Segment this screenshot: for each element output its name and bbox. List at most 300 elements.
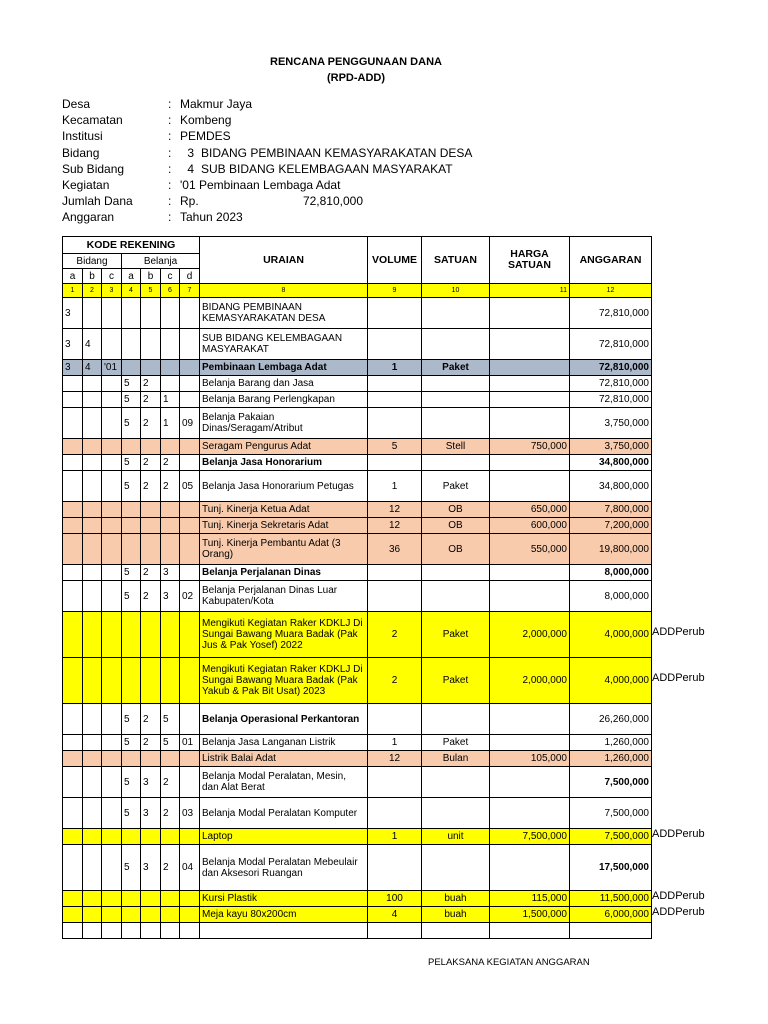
kode-cell	[63, 471, 83, 502]
kode-cell	[102, 298, 122, 329]
table-row	[63, 751, 652, 767]
table-row	[63, 471, 652, 502]
uraian-cell: Pembinaan Lembaga Adat	[200, 360, 368, 376]
uraian-cell: Listrik Balai Adat	[200, 751, 368, 767]
info-value: BIDANG PEMBINAAN KEMASYARAKATAN DESA	[201, 145, 473, 160]
revision-note: ADDPerub	[652, 672, 705, 684]
anggaran-cell: 1,260,000	[570, 751, 652, 767]
kode-subheader: a	[122, 269, 141, 284]
volume-cell: 1	[368, 360, 422, 376]
kode-cell: 2	[141, 392, 161, 408]
kode-subheader: b	[83, 269, 102, 284]
column-number: 8	[200, 284, 368, 298]
table-row	[63, 767, 652, 798]
kode-cell: 5	[122, 455, 141, 471]
volume-header: VOLUME	[368, 237, 422, 284]
info-colon: :	[168, 129, 172, 144]
kode-subheader: c	[102, 269, 122, 284]
uraian-cell: Laptop	[200, 829, 368, 845]
kode-cell	[122, 329, 141, 360]
kode-cell	[63, 751, 83, 767]
kode-cell: 5	[122, 471, 141, 502]
kode-cell: 3	[161, 581, 180, 612]
info-colon: :	[168, 194, 172, 209]
harga-cell	[490, 581, 570, 612]
kode-cell	[63, 439, 83, 455]
revision-note: ADDPerub	[652, 890, 705, 902]
anggaran-cell: 72,810,000	[570, 329, 652, 360]
kode-cell	[102, 767, 122, 798]
kode-subheader: d	[180, 269, 200, 284]
kode-cell: 5	[161, 704, 180, 735]
kode-cell: 2	[141, 455, 161, 471]
kode-cell	[161, 329, 180, 360]
kode-cell: 05	[180, 471, 200, 502]
document-title: RENCANA PENGGUNAAN DANA	[270, 56, 442, 68]
harga-cell	[490, 923, 570, 939]
column-number: 12	[570, 284, 652, 298]
anggaran-cell: 11,500,000	[570, 891, 652, 907]
harga-cell: 650,000	[490, 502, 570, 518]
kode-cell: 2	[141, 704, 161, 735]
harga-cell	[490, 360, 570, 376]
kode-cell: 2	[141, 471, 161, 502]
kode-cell	[63, 735, 83, 751]
uraian-header: URAIAN	[200, 237, 368, 284]
column-number: 7	[180, 284, 200, 298]
kode-cell	[102, 735, 122, 751]
volume-cell: 36	[368, 534, 422, 565]
volume-cell	[368, 298, 422, 329]
kode-cell: 5	[122, 798, 141, 829]
satuan-cell: unit	[422, 829, 490, 845]
kode-cell	[122, 518, 141, 534]
kode-cell	[122, 439, 141, 455]
harga-cell	[490, 767, 570, 798]
kode-cell	[161, 298, 180, 329]
uraian-cell: Belanja Operasional Perkantoran	[200, 704, 368, 735]
kode-cell: 4	[83, 329, 102, 360]
kode-cell	[63, 829, 83, 845]
info-value: Tahun 2023	[180, 210, 243, 225]
kode-cell: 2	[141, 581, 161, 612]
info-value: SUB BIDANG KELEMBAGAAN MASYARAKAT	[201, 161, 453, 176]
kode-cell	[102, 439, 122, 455]
kode-cell	[102, 704, 122, 735]
kode-subheader: c	[161, 269, 180, 284]
kode-cell	[180, 329, 200, 360]
kode-cell	[63, 907, 83, 923]
uraian-cell: Belanja Modal Peralatan Komputer	[200, 798, 368, 829]
kode-cell: 3	[63, 298, 83, 329]
kode-cell	[83, 471, 102, 502]
table-row	[63, 565, 652, 581]
uraian-cell: Belanja Perjalanan Dinas	[200, 565, 368, 581]
info-label: Desa	[62, 97, 91, 111]
kode-cell	[161, 751, 180, 767]
volume-cell: 1	[368, 471, 422, 502]
belanja-header: Belanja	[122, 254, 200, 269]
kode-cell	[141, 534, 161, 565]
kode-cell	[83, 439, 102, 455]
kode-cell: 2	[161, 767, 180, 798]
kode-cell	[102, 923, 122, 939]
kode-cell	[83, 829, 102, 845]
kode-cell	[102, 829, 122, 845]
table-row	[63, 923, 652, 939]
kode-cell	[161, 658, 180, 704]
harga-cell	[490, 455, 570, 471]
kode-cell	[141, 518, 161, 534]
anggaran-cell: 17,500,000	[570, 845, 652, 891]
uraian-cell: Belanja Modal Peralatan Mebeulair dan Aksesori Ruangan	[200, 845, 368, 891]
anggaran-cell: 8,000,000	[570, 565, 652, 581]
kode-cell	[180, 534, 200, 565]
table-row	[63, 534, 652, 565]
kode-cell	[122, 534, 141, 565]
kode-cell	[102, 471, 122, 502]
harga-cell: 2,000,000	[490, 612, 570, 658]
kode-cell: 3	[161, 565, 180, 581]
kode-cell	[63, 891, 83, 907]
info-colon: :	[168, 97, 172, 111]
kode-cell: 2	[141, 376, 161, 392]
table-row	[63, 408, 652, 439]
anggaran-cell: 3,750,000	[570, 408, 652, 439]
uraian-cell: Belanja Perjalanan Dinas Luar Kabupaten/Kota	[200, 581, 368, 612]
kode-cell	[83, 923, 102, 939]
kode-cell	[161, 376, 180, 392]
anggaran-cell: 7,500,000	[570, 798, 652, 829]
kode-cell: 5	[122, 376, 141, 392]
kode-cell	[102, 612, 122, 658]
kode-cell: 2	[141, 735, 161, 751]
uraian-cell: Belanja Jasa Honorarium	[200, 455, 368, 471]
uraian-cell: Mengikuti Kegiatan Raker KDKLJ Di Sungai Bawang Muara Badak (Pak Yakub & Pak Bit Usat) 2023	[200, 658, 368, 704]
kode-cell	[102, 658, 122, 704]
uraian-cell	[200, 923, 368, 939]
table-row	[63, 298, 652, 329]
satuan-cell	[422, 923, 490, 939]
kode-cell	[122, 502, 141, 518]
kode-cell	[141, 751, 161, 767]
volume-cell	[368, 408, 422, 439]
anggaran-cell: 7,200,000	[570, 518, 652, 534]
anggaran-cell: 6,000,000	[570, 907, 652, 923]
volume-cell	[368, 376, 422, 392]
anggaran-cell: 72,810,000	[570, 392, 652, 408]
harga-cell	[490, 329, 570, 360]
kode-cell	[63, 502, 83, 518]
kode-cell: 2	[161, 471, 180, 502]
kode-cell: 5	[122, 581, 141, 612]
harga-cell: 600,000	[490, 518, 570, 534]
kode-cell	[63, 798, 83, 829]
table-row	[63, 891, 652, 907]
satuan-cell	[422, 581, 490, 612]
volume-cell	[368, 704, 422, 735]
kode-cell	[102, 329, 122, 360]
kode-cell: 3	[141, 798, 161, 829]
volume-cell: 12	[368, 751, 422, 767]
anggaran-cell: 26,260,000	[570, 704, 652, 735]
harga-cell	[490, 298, 570, 329]
kode-cell	[63, 581, 83, 612]
table-row	[63, 329, 652, 360]
harga-cell	[490, 704, 570, 735]
kode-cell	[83, 455, 102, 471]
uraian-cell: Belanja Jasa Langanan Listrik	[200, 735, 368, 751]
harga-cell	[490, 735, 570, 751]
satuan-cell	[422, 392, 490, 408]
kode-cell	[141, 298, 161, 329]
kode-cell: 3	[141, 767, 161, 798]
kode-cell	[161, 923, 180, 939]
kode-cell	[180, 360, 200, 376]
kode-cell	[102, 518, 122, 534]
anggaran-cell: 7,800,000	[570, 502, 652, 518]
kode-cell	[102, 891, 122, 907]
volume-cell: 100	[368, 891, 422, 907]
kode-cell	[141, 612, 161, 658]
table-row	[63, 735, 652, 751]
kode-cell	[180, 907, 200, 923]
kode-cell: 3	[141, 845, 161, 891]
kode-cell: 5	[161, 735, 180, 751]
uraian-cell: Belanja Jasa Honorarium Petugas	[200, 471, 368, 502]
kode-cell	[83, 891, 102, 907]
kode-cell	[180, 376, 200, 392]
uraian-cell: Belanja Pakaian Dinas/Seragam/Atribut	[200, 408, 368, 439]
volume-cell	[368, 392, 422, 408]
kode-cell	[122, 891, 141, 907]
kode-cell	[122, 923, 141, 939]
volume-cell	[368, 798, 422, 829]
anggaran-cell	[570, 923, 652, 939]
satuan-cell: Paket	[422, 360, 490, 376]
kode-cell	[83, 376, 102, 392]
uraian-cell: BIDANG PEMBINAAN KEMASYARAKATAN DESA	[200, 298, 368, 329]
kode-cell	[180, 392, 200, 408]
satuan-cell	[422, 408, 490, 439]
anggaran-cell: 7,500,000	[570, 829, 652, 845]
kode-cell: 5	[122, 408, 141, 439]
info-label: Bidang	[62, 145, 100, 160]
kode-cell	[161, 829, 180, 845]
kode-cell: 1	[161, 408, 180, 439]
info-colon: :	[168, 210, 172, 225]
kode-cell	[63, 565, 83, 581]
kode-cell	[161, 534, 180, 565]
kode-cell	[63, 704, 83, 735]
harga-cell: 1,500,000	[490, 907, 570, 923]
footer-signature-label: PELAKSANA KEGIATAN ANGGARAN	[428, 957, 590, 968]
harga-cell	[490, 798, 570, 829]
table-row	[63, 829, 652, 845]
satuan-header: SATUAN	[422, 237, 490, 284]
kode-cell	[161, 518, 180, 534]
harga-cell	[490, 392, 570, 408]
kode-cell	[83, 518, 102, 534]
column-number: 5	[141, 284, 161, 298]
volume-cell: 4	[368, 907, 422, 923]
table-row	[63, 518, 652, 534]
column-number: 9	[368, 284, 422, 298]
anggaran-cell: 8,000,000	[570, 581, 652, 612]
kode-cell	[83, 502, 102, 518]
info-code: 4	[187, 161, 194, 176]
kode-cell	[83, 581, 102, 612]
kode-cell	[180, 923, 200, 939]
uraian-cell: SUB BIDANG KELEMBAGAAN MASYARAKAT	[200, 329, 368, 360]
info-label: Kegiatan	[62, 177, 110, 192]
table-row	[63, 704, 652, 735]
harga-cell	[490, 565, 570, 581]
table-row	[63, 581, 652, 612]
info-label: Sub Bidang	[62, 161, 125, 176]
satuan-cell: buah	[422, 891, 490, 907]
anggaran-header: ANGGARAN	[570, 237, 652, 284]
kode-cell: 5	[122, 704, 141, 735]
volume-cell: 5	[368, 439, 422, 455]
satuan-cell: Bulan	[422, 751, 490, 767]
column-number: 2	[83, 284, 102, 298]
uraian-cell: Meja kayu 80x200cm	[200, 907, 368, 923]
info-code: 3	[187, 145, 194, 160]
uraian-cell: Belanja Modal Peralatan, Mesin, dan Alat Berat	[200, 767, 368, 798]
bidang-header: Bidang	[63, 254, 122, 269]
volume-cell: 12	[368, 518, 422, 534]
anggaran-cell: 34,800,000	[570, 455, 652, 471]
revision-note: ADDPerub	[652, 626, 705, 638]
satuan-cell: OB	[422, 534, 490, 565]
kode-cell: 5	[122, 392, 141, 408]
kode-cell: 2	[161, 455, 180, 471]
kode-cell: 5	[122, 735, 141, 751]
harga-cell: 750,000	[490, 439, 570, 455]
kode-cell: 09	[180, 408, 200, 439]
kode-cell	[102, 502, 122, 518]
satuan-cell	[422, 798, 490, 829]
uraian-cell: Seragam Pengurus Adat	[200, 439, 368, 455]
uraian-cell: Belanja Barang Perlengkapan	[200, 392, 368, 408]
table-row	[63, 376, 652, 392]
anggaran-cell: 72,810,000	[570, 298, 652, 329]
kode-cell	[63, 392, 83, 408]
uraian-cell: Kursi Plastik	[200, 891, 368, 907]
revision-note: ADDPerub	[652, 828, 705, 840]
satuan-cell: buah	[422, 907, 490, 923]
kode-cell	[83, 392, 102, 408]
table-row	[63, 658, 652, 704]
kode-cell: '01	[102, 360, 122, 376]
table-row	[63, 360, 652, 376]
kode-cell	[161, 612, 180, 658]
kode-cell	[180, 829, 200, 845]
volume-cell	[368, 565, 422, 581]
anggaran-cell: 34,800,000	[570, 471, 652, 502]
harga-cell: 115,000	[490, 891, 570, 907]
kode-cell	[180, 891, 200, 907]
document-subtitle: (RPD-ADD)	[326, 72, 386, 84]
info-colon: :	[168, 145, 172, 160]
kode-cell: 2	[141, 408, 161, 439]
kode-cell	[141, 923, 161, 939]
kode-cell: 5	[122, 565, 141, 581]
table-row	[63, 798, 652, 829]
volume-cell: 1	[368, 829, 422, 845]
harga-cell: 2,000,000	[490, 658, 570, 704]
anggaran-cell: 4,000,000	[570, 658, 652, 704]
kode-cell	[83, 612, 102, 658]
kode-cell	[122, 907, 141, 923]
harga-cell: 105,000	[490, 751, 570, 767]
kode-cell	[141, 829, 161, 845]
kode-cell	[161, 891, 180, 907]
volume-cell: 1	[368, 735, 422, 751]
uraian-cell: Belanja Barang dan Jasa	[200, 376, 368, 392]
kode-cell	[83, 704, 102, 735]
kode-cell	[141, 360, 161, 376]
kode-cell	[122, 360, 141, 376]
kode-cell	[141, 907, 161, 923]
kode-cell	[83, 845, 102, 891]
uraian-cell: Tunj. Kinerja Sekretaris Adat	[200, 518, 368, 534]
satuan-cell: OB	[422, 502, 490, 518]
kode-cell: 5	[122, 767, 141, 798]
kode-cell	[180, 751, 200, 767]
anggaran-cell: 4,000,000	[570, 612, 652, 658]
kode-cell	[102, 907, 122, 923]
harga-satuan-header: HARGA SATUAN	[490, 237, 570, 284]
harga-cell	[490, 845, 570, 891]
info-colon: :	[168, 177, 172, 192]
kode-rekening-header: KODE REKENING	[63, 237, 200, 254]
harga-cell: 550,000	[490, 534, 570, 565]
kode-cell	[102, 751, 122, 767]
anggaran-cell: 7,500,000	[570, 767, 652, 798]
kode-cell	[102, 845, 122, 891]
kode-cell: 3	[63, 329, 83, 360]
satuan-cell: Stell	[422, 439, 490, 455]
kode-cell	[122, 612, 141, 658]
kode-cell	[161, 907, 180, 923]
kode-cell	[180, 439, 200, 455]
satuan-cell	[422, 845, 490, 891]
kode-cell	[102, 534, 122, 565]
kode-cell	[63, 534, 83, 565]
kode-cell	[122, 658, 141, 704]
kode-cell	[180, 565, 200, 581]
volume-cell: 2	[368, 658, 422, 704]
volume-cell	[368, 845, 422, 891]
kode-cell	[83, 408, 102, 439]
table-row	[63, 392, 652, 408]
kode-cell: 4	[83, 360, 102, 376]
kode-cell	[83, 751, 102, 767]
kode-cell	[63, 658, 83, 704]
table-row	[63, 612, 652, 658]
satuan-cell	[422, 298, 490, 329]
kode-cell	[83, 565, 102, 581]
volume-cell	[368, 455, 422, 471]
anggaran-cell: 72,810,000	[570, 360, 652, 376]
revision-note: ADDPerub	[652, 906, 705, 918]
volume-cell: 2	[368, 612, 422, 658]
kode-subheader: b	[141, 269, 161, 284]
column-number: 11	[490, 284, 570, 298]
kode-cell	[83, 798, 102, 829]
